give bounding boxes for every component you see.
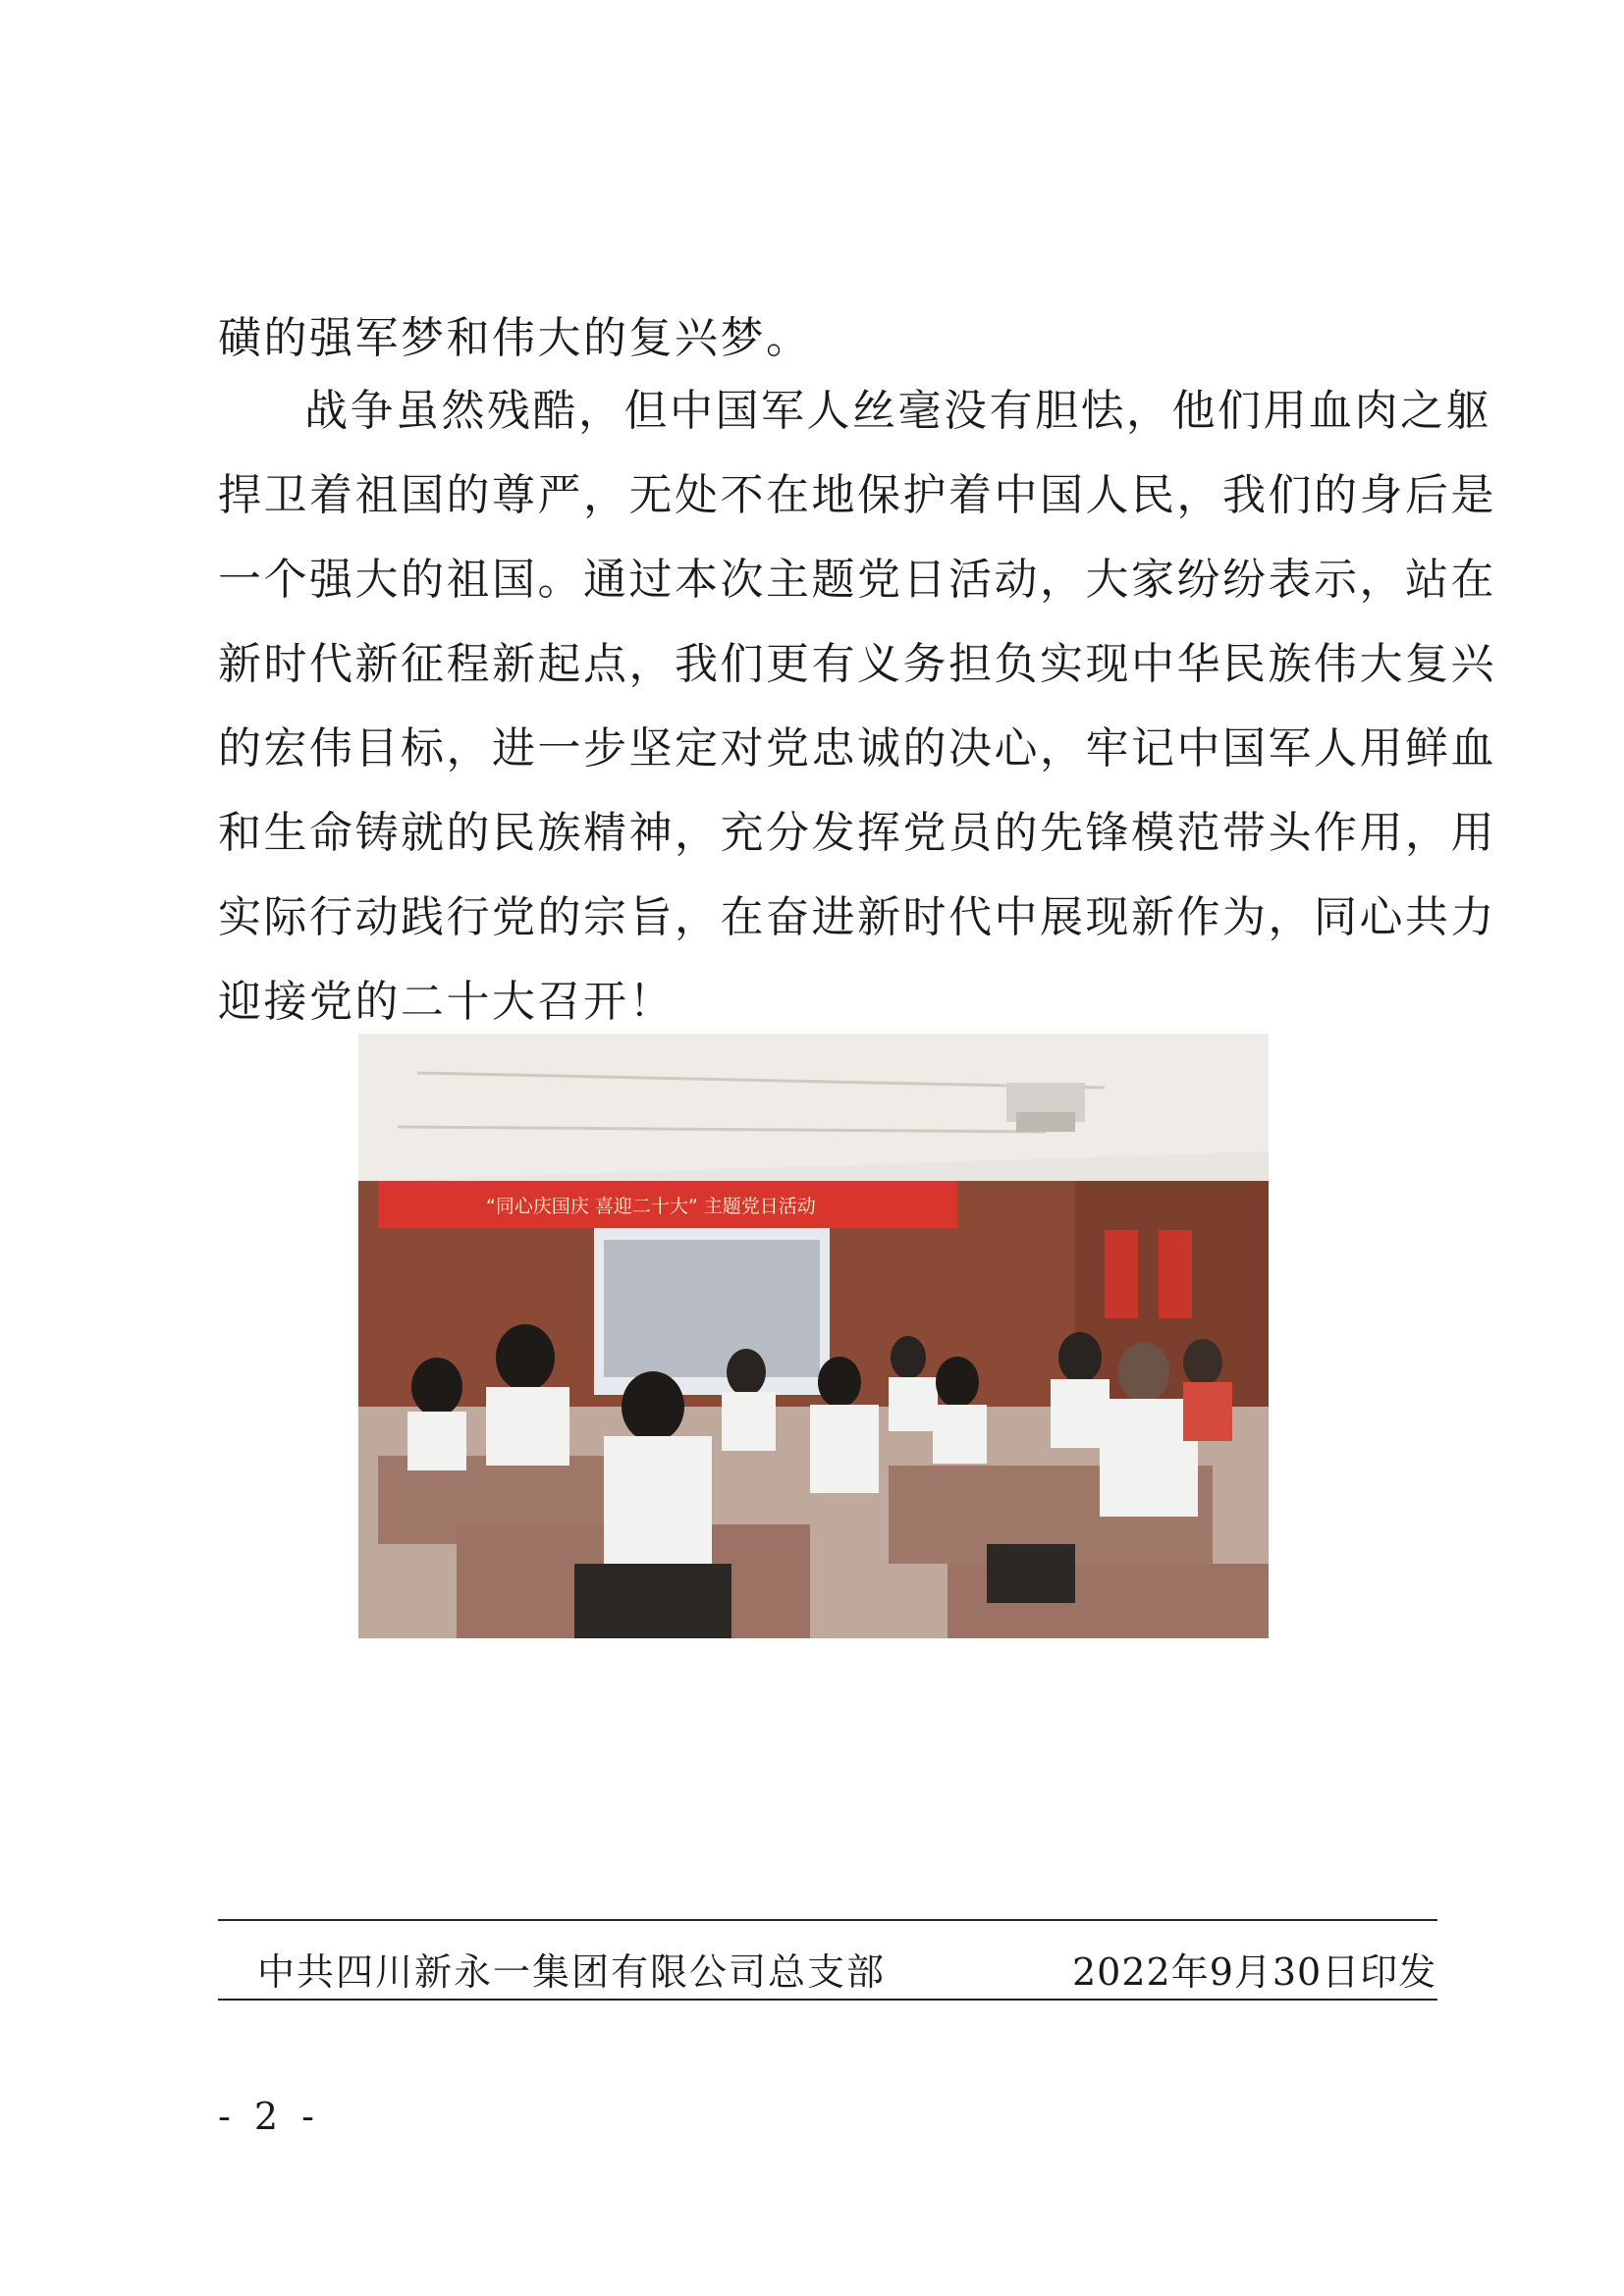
- footer-bottom-rule: [218, 1999, 1437, 2001]
- footer-top-rule: [218, 1919, 1437, 1921]
- paragraph-2-line: 一个强大的祖国。通过本次主题党日活动，大家纷纷表示，站在: [218, 555, 1496, 605]
- banner-text: “同心庆国庆 喜迎二十大” 主题党日活动: [486, 1196, 816, 1217]
- meeting-photo: [358, 1034, 1269, 1638]
- footer-issuer: 中共四川新永一集团有限公司总支部: [257, 1950, 887, 1994]
- paragraph-2-line: 和生命铸就的民族精神，充分发挥党员的先锋模范带头作用，用: [218, 808, 1496, 858]
- paragraph-2-line: 战争虽然残酷，但中国军人丝毫没有胆怯，他们用血肉之躯: [304, 386, 1491, 436]
- paragraph-2-line: 捍卫着祖国的尊严，无处不在地保护着中国人民，我们的身后是: [218, 470, 1496, 520]
- footer-date: 2022年9月30日印发: [1072, 1950, 1437, 1994]
- paragraph-2: [218, 369, 1496, 1044]
- paragraph-2-line: 迎接党的二十大召开！: [218, 977, 675, 1027]
- meeting-photo-illustration: [358, 1034, 1269, 1638]
- paragraph-2-line: 实际行动践行党的宗旨，在奋进新时代中展现新作为，同心共力: [218, 892, 1496, 942]
- paragraph-1-line: 磺的强军梦和伟大的复兴梦。: [218, 313, 812, 363]
- paragraph-2-line: 新时代新征程新起点，我们更有义务担负实现中华民族伟大复兴: [218, 639, 1496, 689]
- page-number: - 2 -: [218, 2095, 321, 2138]
- paragraph-2-line: 的宏伟目标，进一步坚定对党忠诚的决心，牢记中国军人用鲜血: [218, 723, 1496, 774]
